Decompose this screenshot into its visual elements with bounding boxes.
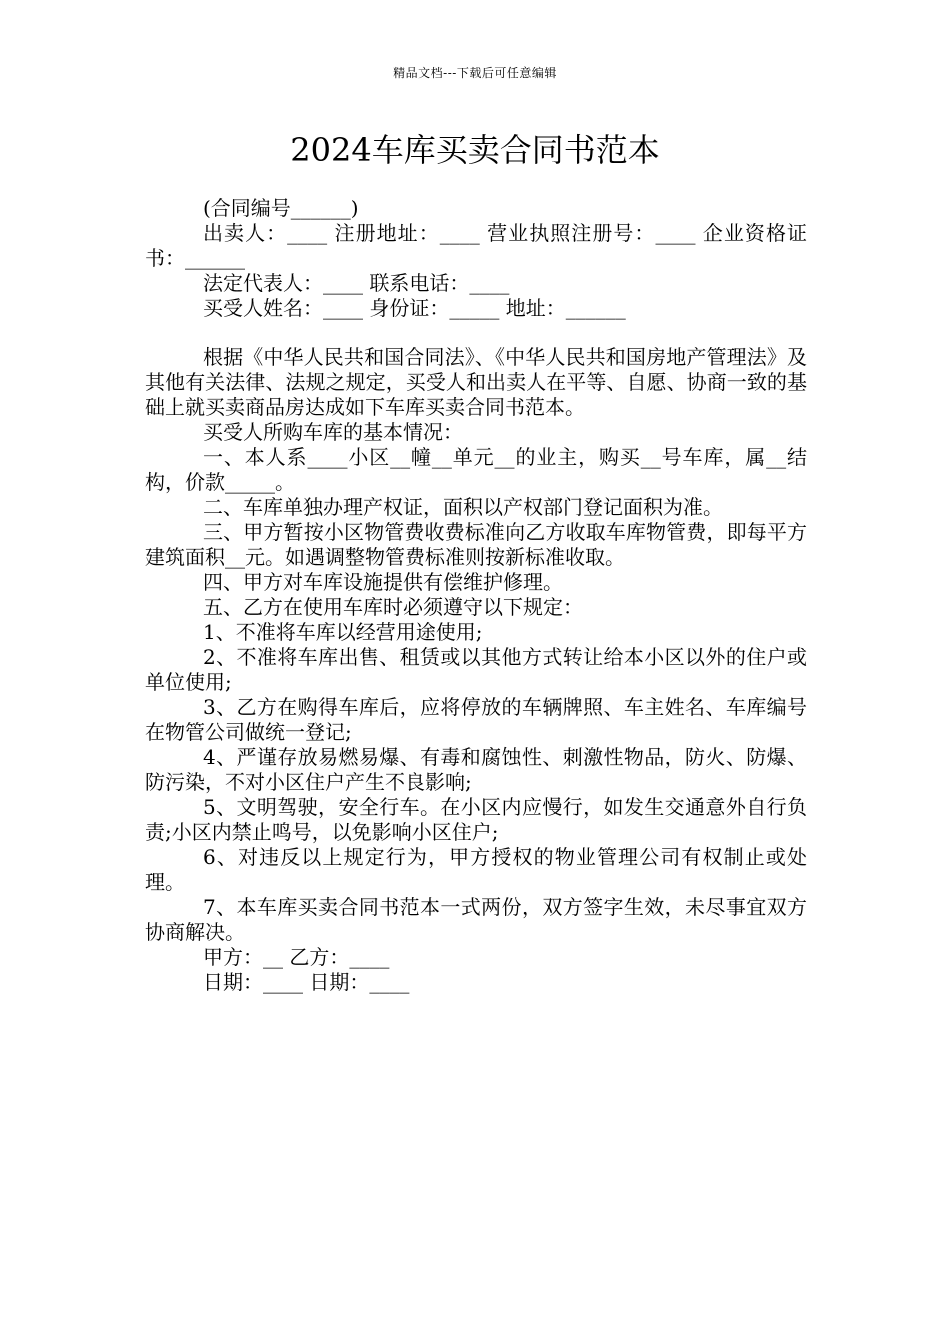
- clause-1: 一、本人系____小区__幢__单元__的业主，购买__号车库，属__结构，价款_____。: [145, 445, 807, 494]
- document-title: 2024车库买卖合同书范本: [290, 131, 660, 169]
- document-body: [145, 196, 807, 995]
- rule-5: 5、文明驾驶，安全行车。在小区内应慢行，如发生交通意外自行负责;小区内禁止鸣号，以免影响小区住户;: [145, 795, 807, 844]
- clause-4: 四、甲方对车库设施提供有偿维护修理。: [203, 570, 563, 594]
- clause-3: 三、甲方暂按小区物管费收费标准向乙方收取车库物管费，即每平方建筑面积__元。如遇调整物管费标准则按新标准收取。: [145, 520, 807, 569]
- legal-representative-line: 法定代表人：____ 联系电话：____: [203, 271, 510, 295]
- garage-basic-info-heading: 买受人所购车库的基本情况：: [203, 420, 463, 444]
- page-header-note: 精品文档---下载后可任意编辑: [393, 66, 557, 80]
- rule-1: 1、不准将车库以经营用途使用;: [203, 620, 483, 644]
- buyer-info-line: 买受人姓名：____ 身份证：_____ 地址：______: [203, 296, 626, 320]
- rule-4: 4、严谨存放易燃易爆、有毒和腐蚀性、刺激性物品，防火、防爆、防污染，不对小区住户产生不良影响;: [145, 745, 807, 794]
- seller-info-line: 出卖人：____ 注册地址：____ 营业执照注册号：____ 企业资格证书：______: [145, 221, 807, 270]
- rule-6: 6、对违反以上规定行为，甲方授权的物业管理公司有权制止或处理。: [145, 845, 807, 894]
- rule-2: 2、不准将车库出售、租赁或以其他方式转让给本小区以外的住户或单位使用;: [145, 645, 807, 694]
- signature-parties-line: 甲方：__ 乙方：____: [203, 945, 390, 969]
- contract-number-line: (合同编号______): [203, 196, 359, 220]
- section-spacer: [145, 321, 807, 345]
- legal-basis-paragraph: 根据《中华人民共和国合同法》、《中华人民共和国房地产管理法》及其他有关法律、法规之规定，买受人和出卖人在平等、自愿、协商一致的基础上就买卖商品房达成如下车库买卖合同书范本。: [145, 345, 807, 419]
- clause-2: 二、车库单独办理产权证，面积以产权部门登记面积为准。: [203, 495, 723, 519]
- rule-3: 3、乙方在购得车库后，应将停放的车辆牌照、车主姓名、车库编号在物管公司做统一登记;: [145, 695, 807, 744]
- signature-dates-line: 日期：____ 日期：____: [203, 970, 410, 994]
- clause-5: 五、乙方在使用车库时必须遵守以下规定：: [203, 595, 583, 619]
- rule-7: 7、本车库买卖合同书范本一式两份，双方签字生效，未尽事宜双方协商解决。: [145, 895, 807, 944]
